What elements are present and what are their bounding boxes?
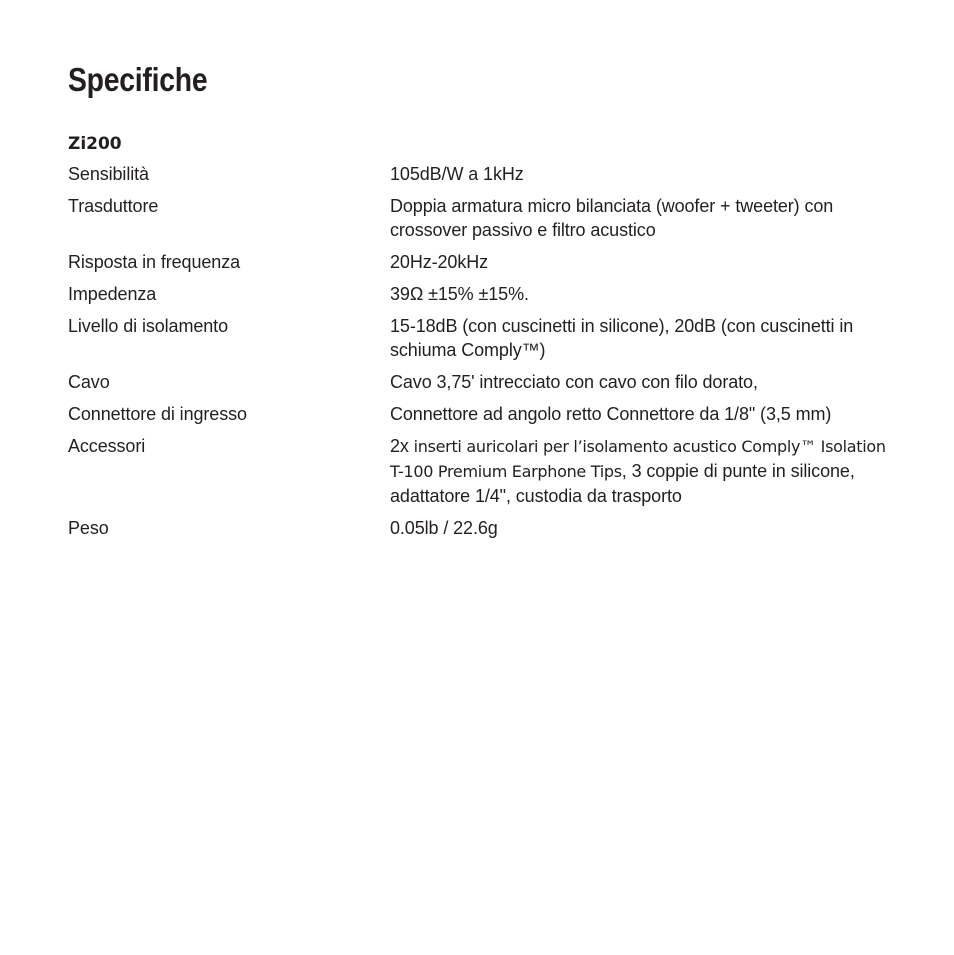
spec-row-sensitivity [68,162,898,194]
spec-row-input-connector [68,402,898,434]
spec-label: Accessori [68,436,146,456]
spec-row-isolation [68,314,898,370]
spec-label: Sensibilità [68,164,149,184]
spec-label: Connettore di ingresso [68,404,247,424]
spec-value: Cavo 3,75' intrecciato con cavo con filo dorato, [390,372,758,392]
spec-value: Connettore ad angolo retto Connettore da 1/8" (3,5 mm) [390,404,832,424]
spec-value: 105dB/W a 1kHz [390,164,524,184]
spec-row-cable [68,370,898,402]
spec-label: Peso [68,518,109,538]
accessories-other: , 3 coppie di punte in silicone, adattatore 1/4", custodia da trasporto [390,461,855,506]
model-name: Zi200 [68,134,122,154]
spec-value: Doppia armatura micro bilanciata (woofer + tweeter) con crossover passivo e filtro acustico [390,196,834,240]
spec-value: 0.05lb / 22.6g [390,518,498,538]
spec-value: 20Hz-20kHz [390,252,489,272]
spec-row-weight [68,516,898,548]
spec-table [68,162,898,548]
spec-row-impedance [68,282,898,314]
spec-value-accessories [390,434,890,508]
accessories-ear-tips: inserti auricolari per l’isolamento acustico Comply™ Isolation T-100 Premium Earphone Tips [390,437,886,481]
spec-label: Livello di isolamento [68,316,228,336]
spec-label: Risposta in frequenza [68,252,241,272]
spec-label: Impedenza [68,284,157,304]
spec-label: Cavo [68,372,110,392]
spec-row-frequency-response [68,250,898,282]
spec-row-accessories [68,434,898,516]
spec-value: 15-18dB (con cuscinetti in silicone), 20dB (con cuscinetti in schiuma Comply™) [390,316,854,360]
page-title: Specifiche [68,61,208,98]
accessories-count: 2x [390,436,409,456]
spec-value: 39Ω ±15% ±15%. [390,284,529,304]
spec-label: Trasduttore [68,196,159,216]
spec-row-transducer [68,194,898,250]
